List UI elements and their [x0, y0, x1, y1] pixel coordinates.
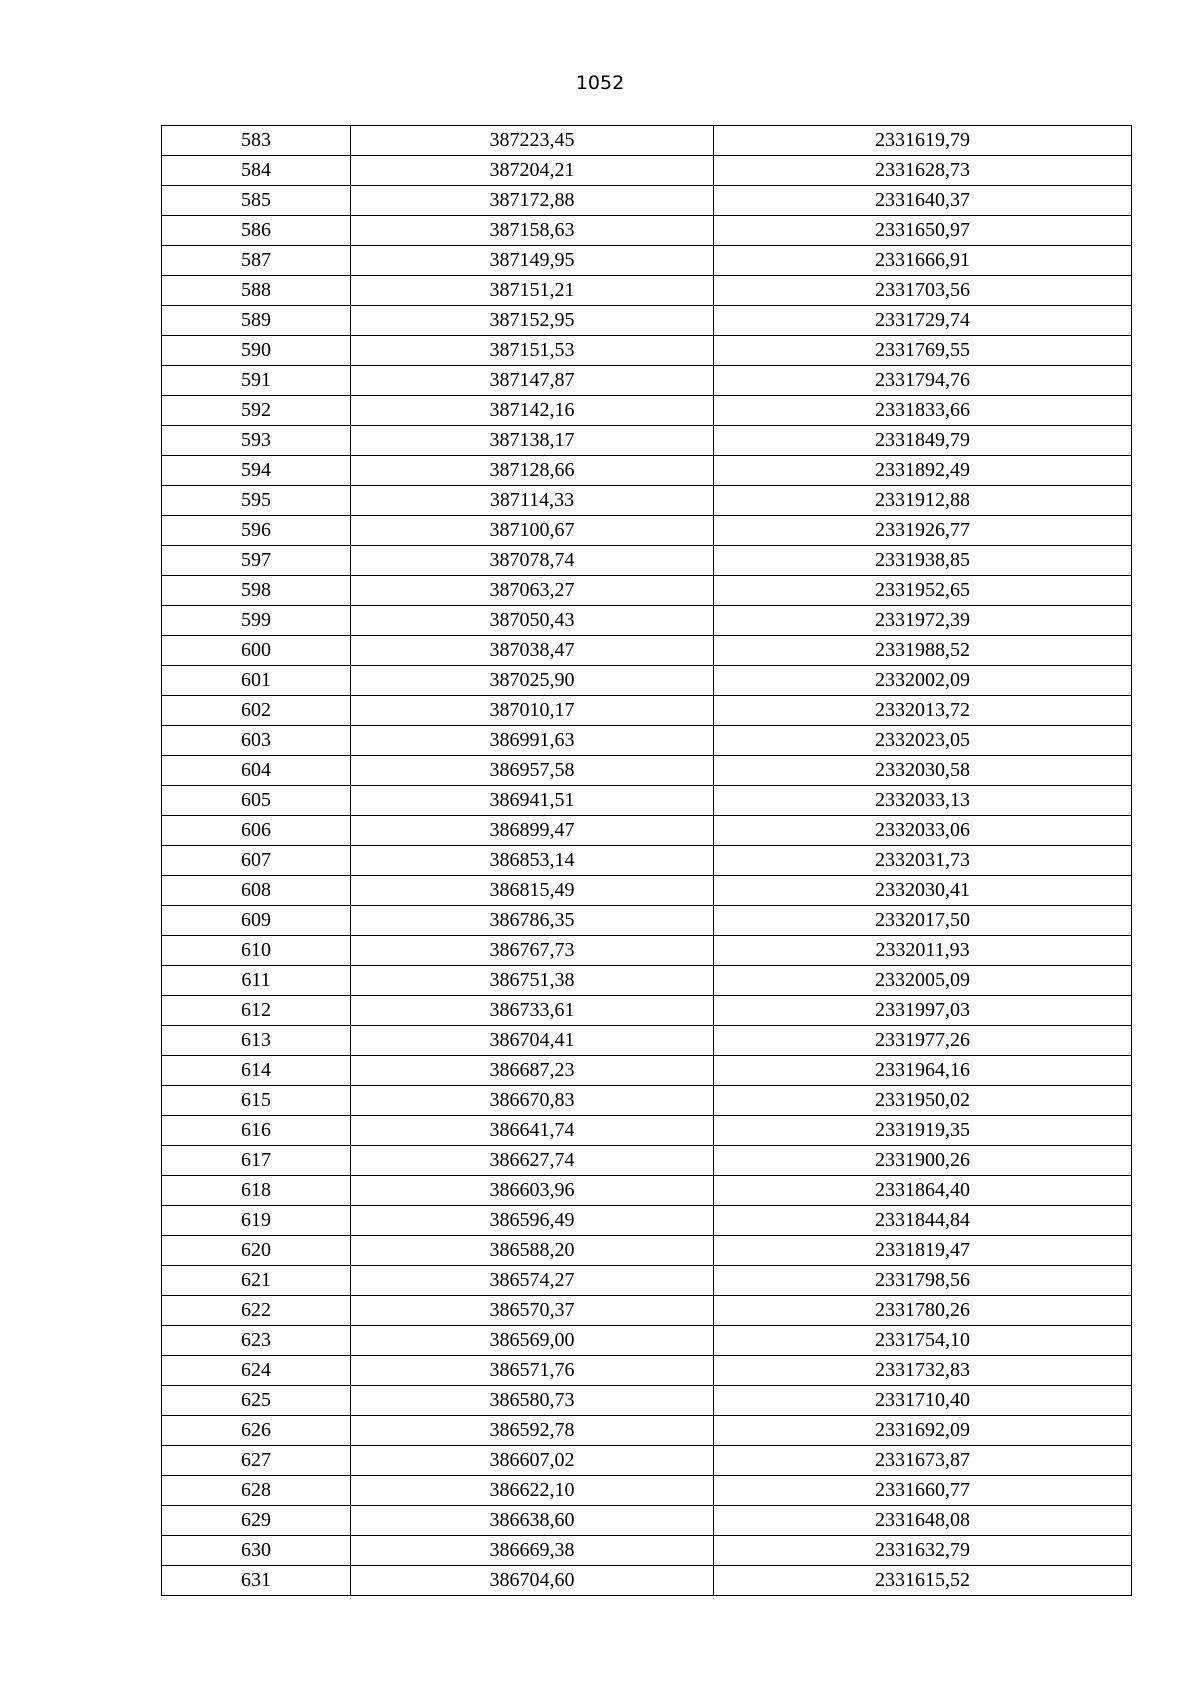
y-coordinate-cell: 2331648,08 — [714, 1506, 1132, 1536]
x-coordinate-cell: 386815,49 — [351, 876, 714, 906]
y-coordinate-cell: 2331673,87 — [714, 1446, 1132, 1476]
x-coordinate-cell: 387025,90 — [351, 666, 714, 696]
table-row — [162, 1356, 1132, 1386]
y-coordinate-cell: 2331628,73 — [714, 156, 1132, 186]
x-coordinate-cell: 386574,27 — [351, 1266, 714, 1296]
point-number-cell: 603 — [162, 726, 351, 756]
table-row — [162, 246, 1132, 276]
y-coordinate-cell: 2332013,72 — [714, 696, 1132, 726]
point-number-cell: 629 — [162, 1506, 351, 1536]
x-coordinate-cell: 387050,43 — [351, 606, 714, 636]
point-number-cell: 616 — [162, 1116, 351, 1146]
table-row — [162, 1266, 1132, 1296]
y-coordinate-cell: 2331615,52 — [714, 1566, 1132, 1596]
y-coordinate-cell: 2331926,77 — [714, 516, 1132, 546]
x-coordinate-cell: 386588,20 — [351, 1236, 714, 1266]
point-number-cell: 595 — [162, 486, 351, 516]
table-row — [162, 1116, 1132, 1146]
table-row — [162, 906, 1132, 936]
point-number-cell: 622 — [162, 1296, 351, 1326]
point-number-cell: 618 — [162, 1176, 351, 1206]
y-coordinate-cell: 2331844,84 — [714, 1206, 1132, 1236]
x-coordinate-cell: 386941,51 — [351, 786, 714, 816]
table-row — [162, 846, 1132, 876]
table-row — [162, 1296, 1132, 1326]
y-coordinate-cell: 2331833,66 — [714, 396, 1132, 426]
x-coordinate-cell: 386670,83 — [351, 1086, 714, 1116]
x-coordinate-cell: 387172,88 — [351, 186, 714, 216]
x-coordinate-cell: 386687,23 — [351, 1056, 714, 1086]
point-number-cell: 631 — [162, 1566, 351, 1596]
table-row — [162, 1206, 1132, 1236]
y-coordinate-cell: 2331912,88 — [714, 486, 1132, 516]
table-row — [162, 456, 1132, 486]
point-number-cell: 604 — [162, 756, 351, 786]
coordinates-table — [161, 125, 1132, 1596]
x-coordinate-cell: 387128,66 — [351, 456, 714, 486]
point-number-cell: 599 — [162, 606, 351, 636]
x-coordinate-cell: 387151,53 — [351, 336, 714, 366]
x-coordinate-cell: 386596,49 — [351, 1206, 714, 1236]
y-coordinate-cell: 2331692,09 — [714, 1416, 1132, 1446]
table-row — [162, 1536, 1132, 1566]
x-coordinate-cell: 386570,37 — [351, 1296, 714, 1326]
y-coordinate-cell: 2332011,93 — [714, 936, 1132, 966]
x-coordinate-cell: 387078,74 — [351, 546, 714, 576]
point-number-cell: 589 — [162, 306, 351, 336]
point-number-cell: 623 — [162, 1326, 351, 1356]
y-coordinate-cell: 2331819,47 — [714, 1236, 1132, 1266]
y-coordinate-cell: 2331769,55 — [714, 336, 1132, 366]
table-row — [162, 516, 1132, 546]
table-row — [162, 786, 1132, 816]
table-row — [162, 1236, 1132, 1266]
point-number-cell: 617 — [162, 1146, 351, 1176]
x-coordinate-cell: 387010,17 — [351, 696, 714, 726]
table-row — [162, 1386, 1132, 1416]
point-number-cell: 593 — [162, 426, 351, 456]
table-row — [162, 606, 1132, 636]
point-number-cell: 590 — [162, 336, 351, 366]
point-number-cell: 611 — [162, 966, 351, 996]
y-coordinate-cell: 2332005,09 — [714, 966, 1132, 996]
table-row — [162, 1566, 1132, 1596]
point-number-cell: 615 — [162, 1086, 351, 1116]
point-number-cell: 609 — [162, 906, 351, 936]
y-coordinate-cell: 2331900,26 — [714, 1146, 1132, 1176]
table-row — [162, 276, 1132, 306]
y-coordinate-cell: 2331780,26 — [714, 1296, 1132, 1326]
y-coordinate-cell: 2331977,26 — [714, 1026, 1132, 1056]
y-coordinate-cell: 2332002,09 — [714, 666, 1132, 696]
x-coordinate-cell: 387114,33 — [351, 486, 714, 516]
table-row — [162, 666, 1132, 696]
x-coordinate-cell: 386751,38 — [351, 966, 714, 996]
x-coordinate-cell: 386669,38 — [351, 1536, 714, 1566]
x-coordinate-cell: 386767,73 — [351, 936, 714, 966]
x-coordinate-cell: 386786,35 — [351, 906, 714, 936]
point-number-cell: 608 — [162, 876, 351, 906]
point-number-cell: 591 — [162, 366, 351, 396]
x-coordinate-cell: 386704,60 — [351, 1566, 714, 1596]
point-number-cell: 612 — [162, 996, 351, 1026]
point-number-cell: 625 — [162, 1386, 351, 1416]
x-coordinate-cell: 386899,47 — [351, 816, 714, 846]
table-row — [162, 126, 1132, 156]
y-coordinate-cell: 2332030,58 — [714, 756, 1132, 786]
point-number-cell: 586 — [162, 216, 351, 246]
point-number-cell: 583 — [162, 126, 351, 156]
table-row — [162, 546, 1132, 576]
table-row — [162, 426, 1132, 456]
y-coordinate-cell: 2332030,41 — [714, 876, 1132, 906]
x-coordinate-cell: 386957,58 — [351, 756, 714, 786]
table-row — [162, 726, 1132, 756]
x-coordinate-cell: 387223,45 — [351, 126, 714, 156]
y-coordinate-cell: 2332023,05 — [714, 726, 1132, 756]
table-row — [162, 156, 1132, 186]
table-row — [162, 1446, 1132, 1476]
y-coordinate-cell: 2332033,06 — [714, 816, 1132, 846]
table-row — [162, 1026, 1132, 1056]
table-row — [162, 936, 1132, 966]
table-row — [162, 1086, 1132, 1116]
point-number-cell: 600 — [162, 636, 351, 666]
coordinates-table-body — [162, 126, 1132, 1596]
point-number-cell: 602 — [162, 696, 351, 726]
point-number-cell: 605 — [162, 786, 351, 816]
y-coordinate-cell: 2331997,03 — [714, 996, 1132, 1026]
point-number-cell: 627 — [162, 1446, 351, 1476]
y-coordinate-cell: 2331619,79 — [714, 126, 1132, 156]
y-coordinate-cell: 2331660,77 — [714, 1476, 1132, 1506]
y-coordinate-cell: 2332033,13 — [714, 786, 1132, 816]
x-coordinate-cell: 386991,63 — [351, 726, 714, 756]
x-coordinate-cell: 387152,95 — [351, 306, 714, 336]
table-row — [162, 1326, 1132, 1356]
point-number-cell: 594 — [162, 456, 351, 486]
x-coordinate-cell: 386622,10 — [351, 1476, 714, 1506]
x-coordinate-cell: 386641,74 — [351, 1116, 714, 1146]
x-coordinate-cell: 387147,87 — [351, 366, 714, 396]
point-number-cell: 606 — [162, 816, 351, 846]
point-number-cell: 592 — [162, 396, 351, 426]
point-number-cell: 587 — [162, 246, 351, 276]
x-coordinate-cell: 386569,00 — [351, 1326, 714, 1356]
point-number-cell: 584 — [162, 156, 351, 186]
table-row — [162, 1416, 1132, 1446]
point-number-cell: 621 — [162, 1266, 351, 1296]
y-coordinate-cell: 2331950,02 — [714, 1086, 1132, 1116]
y-coordinate-cell: 2331729,74 — [714, 306, 1132, 336]
y-coordinate-cell: 2331972,39 — [714, 606, 1132, 636]
point-number-cell: 597 — [162, 546, 351, 576]
point-number-cell: 614 — [162, 1056, 351, 1086]
y-coordinate-cell: 2331640,37 — [714, 186, 1132, 216]
table-row — [162, 696, 1132, 726]
x-coordinate-cell: 386607,02 — [351, 1446, 714, 1476]
x-coordinate-cell: 386638,60 — [351, 1506, 714, 1536]
x-coordinate-cell: 386733,61 — [351, 996, 714, 1026]
x-coordinate-cell: 387151,21 — [351, 276, 714, 306]
x-coordinate-cell: 386571,76 — [351, 1356, 714, 1386]
point-number-cell: 585 — [162, 186, 351, 216]
x-coordinate-cell: 387142,16 — [351, 396, 714, 426]
table-row — [162, 1146, 1132, 1176]
table-row — [162, 1056, 1132, 1086]
point-number-cell: 628 — [162, 1476, 351, 1506]
x-coordinate-cell: 386704,41 — [351, 1026, 714, 1056]
y-coordinate-cell: 2332017,50 — [714, 906, 1132, 936]
y-coordinate-cell: 2331650,97 — [714, 216, 1132, 246]
x-coordinate-cell: 386627,74 — [351, 1146, 714, 1176]
y-coordinate-cell: 2331798,56 — [714, 1266, 1132, 1296]
point-number-cell: 607 — [162, 846, 351, 876]
table-row — [162, 1506, 1132, 1536]
table-row — [162, 996, 1132, 1026]
x-coordinate-cell: 386580,73 — [351, 1386, 714, 1416]
y-coordinate-cell: 2331938,85 — [714, 546, 1132, 576]
point-number-cell: 630 — [162, 1536, 351, 1566]
page-number: 1052 — [575, 72, 625, 94]
y-coordinate-cell: 2331666,91 — [714, 246, 1132, 276]
table-row — [162, 816, 1132, 846]
table-row — [162, 636, 1132, 666]
x-coordinate-cell: 387063,27 — [351, 576, 714, 606]
table-row — [162, 876, 1132, 906]
y-coordinate-cell: 2331952,65 — [714, 576, 1132, 606]
table-row — [162, 486, 1132, 516]
point-number-cell: 596 — [162, 516, 351, 546]
y-coordinate-cell: 2331892,49 — [714, 456, 1132, 486]
table-row — [162, 306, 1132, 336]
table-row — [162, 1176, 1132, 1206]
point-number-cell: 588 — [162, 276, 351, 306]
table-row — [162, 1476, 1132, 1506]
x-coordinate-cell: 386603,96 — [351, 1176, 714, 1206]
y-coordinate-cell: 2332031,73 — [714, 846, 1132, 876]
y-coordinate-cell: 2331732,83 — [714, 1356, 1132, 1386]
point-number-cell: 626 — [162, 1416, 351, 1446]
y-coordinate-cell: 2331710,40 — [714, 1386, 1132, 1416]
point-number-cell: 601 — [162, 666, 351, 696]
y-coordinate-cell: 2331864,40 — [714, 1176, 1132, 1206]
y-coordinate-cell: 2331988,52 — [714, 636, 1132, 666]
y-coordinate-cell: 2331703,56 — [714, 276, 1132, 306]
y-coordinate-cell: 2331754,10 — [714, 1326, 1132, 1356]
point-number-cell: 613 — [162, 1026, 351, 1056]
y-coordinate-cell: 2331849,79 — [714, 426, 1132, 456]
x-coordinate-cell: 387038,47 — [351, 636, 714, 666]
x-coordinate-cell: 387158,63 — [351, 216, 714, 246]
table-row — [162, 576, 1132, 606]
table-row — [162, 216, 1132, 246]
x-coordinate-cell: 387204,21 — [351, 156, 714, 186]
table-row — [162, 186, 1132, 216]
x-coordinate-cell: 387100,67 — [351, 516, 714, 546]
point-number-cell: 610 — [162, 936, 351, 966]
y-coordinate-cell: 2331794,76 — [714, 366, 1132, 396]
x-coordinate-cell: 386853,14 — [351, 846, 714, 876]
point-number-cell: 620 — [162, 1236, 351, 1266]
table-row — [162, 756, 1132, 786]
y-coordinate-cell: 2331964,16 — [714, 1056, 1132, 1086]
table-row — [162, 396, 1132, 426]
point-number-cell: 598 — [162, 576, 351, 606]
table-row — [162, 366, 1132, 396]
y-coordinate-cell: 2331632,79 — [714, 1536, 1132, 1566]
table-row — [162, 336, 1132, 366]
point-number-cell: 619 — [162, 1206, 351, 1236]
x-coordinate-cell: 387149,95 — [351, 246, 714, 276]
x-coordinate-cell: 386592,78 — [351, 1416, 714, 1446]
table-row — [162, 966, 1132, 996]
y-coordinate-cell: 2331919,35 — [714, 1116, 1132, 1146]
point-number-cell: 624 — [162, 1356, 351, 1386]
x-coordinate-cell: 387138,17 — [351, 426, 714, 456]
